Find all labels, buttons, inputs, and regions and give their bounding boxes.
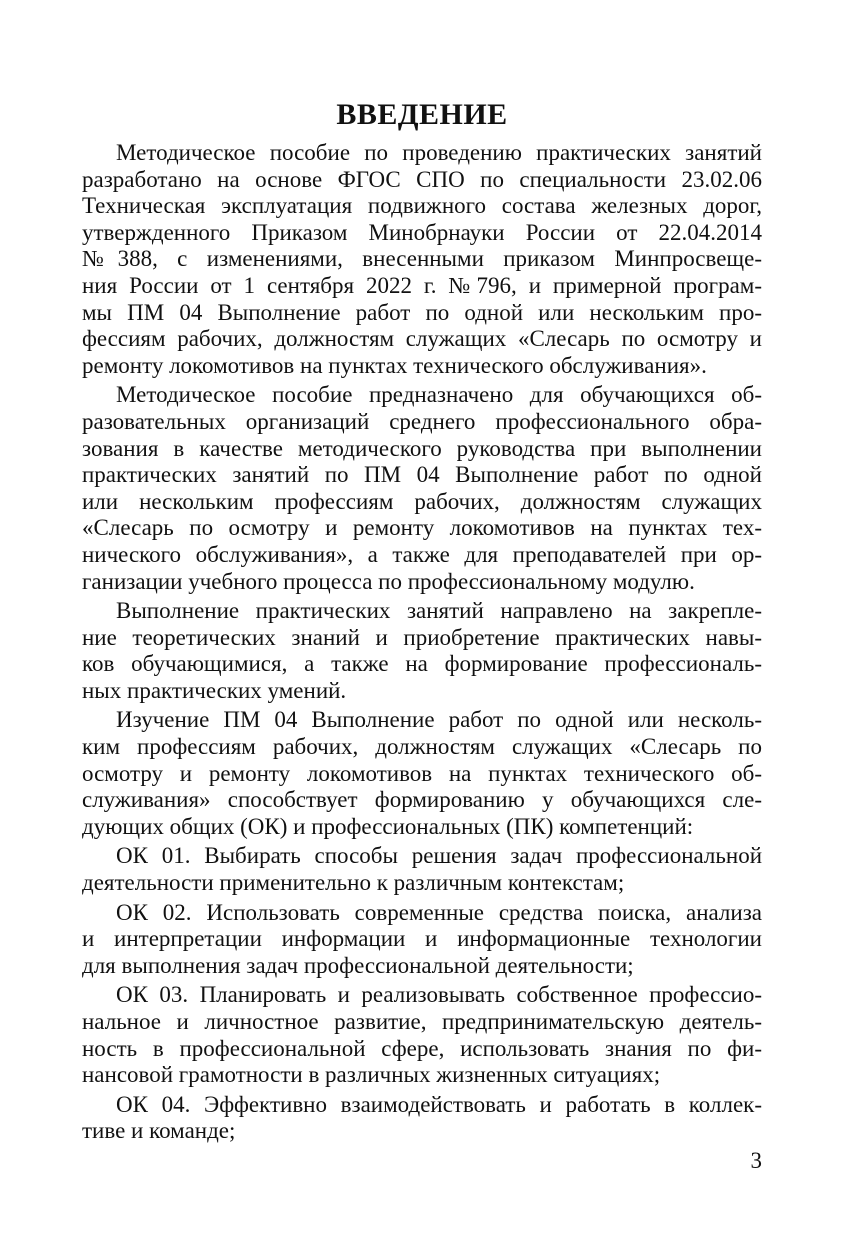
- text-line: практических занятий по ПМ 04 Выполнение работ по одной: [82, 462, 762, 488]
- paragraph: [82, 707, 762, 840]
- text-line: Выполнение практических занятий направлено на закрепле-: [116, 598, 762, 624]
- page-title: ВВЕДЕНИЕ: [336, 98, 508, 131]
- text-line: ков обучающимися, а также на формирование профессиональ-: [82, 651, 762, 677]
- text-line: мы ПМ 04 Выполнение работ по одной или нескольким про-: [82, 299, 762, 325]
- text-line: и интерпретации информации и информационные технологии: [82, 926, 762, 952]
- text-line: Изучение ПМ 04 Выполнение работ по одной или несколь-: [116, 707, 762, 733]
- text-line: для выполнения задач профессиональной деятельности;: [82, 952, 634, 978]
- text-line: разработано на основе ФГОС СПО по специальности 23.02.06: [82, 166, 762, 192]
- text-line: зования в качестве методического руководства при выполнении: [82, 435, 762, 461]
- paragraph: [82, 140, 762, 379]
- text-line: ОК 04. Эффективно взаимодействовать и работать в коллек-: [116, 1091, 762, 1117]
- text-line: служивания» способствует формированию у обучающихся сле-: [82, 787, 762, 813]
- text-line: ния России от 1 сентября 2022 г. №796, и примерной програм-: [82, 272, 762, 298]
- paragraph: [82, 843, 762, 896]
- text-line: утвержденного Приказом Минобрнауки России от 22.04.2014: [82, 219, 762, 245]
- text-line: деятельности применительно к различным контекстам;: [82, 870, 625, 896]
- text-line: ние теоретических знаний и приобретение практических навы-: [82, 624, 762, 650]
- text-line: нальное и личностное развитие, предпринимательскую деятель-: [82, 1009, 762, 1034]
- text-line: или нескольким профессиям рабочих, должностям служащих: [82, 488, 762, 514]
- page-body: [82, 96, 762, 1148]
- text-line: ОК 02. Использовать современные средства поиска, анализа: [116, 899, 762, 925]
- text-line: ганизации учебного процесса по профессиональному модулю.: [82, 568, 695, 594]
- page-number: 3: [750, 1148, 762, 1173]
- text-line: ким профессиям рабочих, должностям служащих «Слесарь по: [82, 734, 762, 760]
- paragraph: [82, 1092, 762, 1145]
- text-line: ОК 01. Выбирать способы решения задач профессиональной: [116, 843, 762, 869]
- text-line: Методическое пособие предназначено для обучающихся об-: [116, 382, 762, 408]
- text-line: №388, с изменениями, внесенными приказом Минпросвеще-: [82, 246, 762, 272]
- text-line: осмотру и ремонту локомотивов на пунктах технического об-: [82, 760, 762, 786]
- text-line: дующих общих (ОК) и профессиональных (ПК) компетенций:: [82, 813, 694, 839]
- paragraph: [82, 382, 762, 595]
- text-line: нансовой грамотности в различных жизненных ситуациях;: [82, 1062, 661, 1088]
- text-line: «Слесарь по осмотру и ремонту локомотивов на пунктах тех-: [82, 515, 762, 541]
- text-line: разовательных организаций среднего профессионального обра-: [82, 408, 762, 434]
- paragraph: [82, 982, 762, 1088]
- text-line: Методическое пособие по проведению практических занятий: [116, 140, 762, 165]
- text-line: ремонту локомотивов на пунктах технического обслуживания».: [82, 352, 707, 378]
- paragraph: [82, 598, 762, 704]
- text-line: ОК 03. Планировать и реализовывать собственное профессио-: [116, 982, 762, 1008]
- paragraph: [82, 900, 762, 980]
- text-line: тиве и команде;: [82, 1118, 236, 1144]
- text-line: ность в профессиональной сфере, использовать знания по фи-: [82, 1035, 762, 1061]
- text-line: ных практических умений.: [82, 677, 347, 703]
- text-line: Техническая эксплуатация подвижного состава железных дорог,: [82, 193, 762, 219]
- text-line: нического обслуживания», а также для преподавателей при ор-: [82, 541, 762, 567]
- text-line: фессиям рабочих, должностям служащих «Слесарь по осмотру и: [82, 326, 762, 352]
- paragraph-list: [82, 140, 762, 1145]
